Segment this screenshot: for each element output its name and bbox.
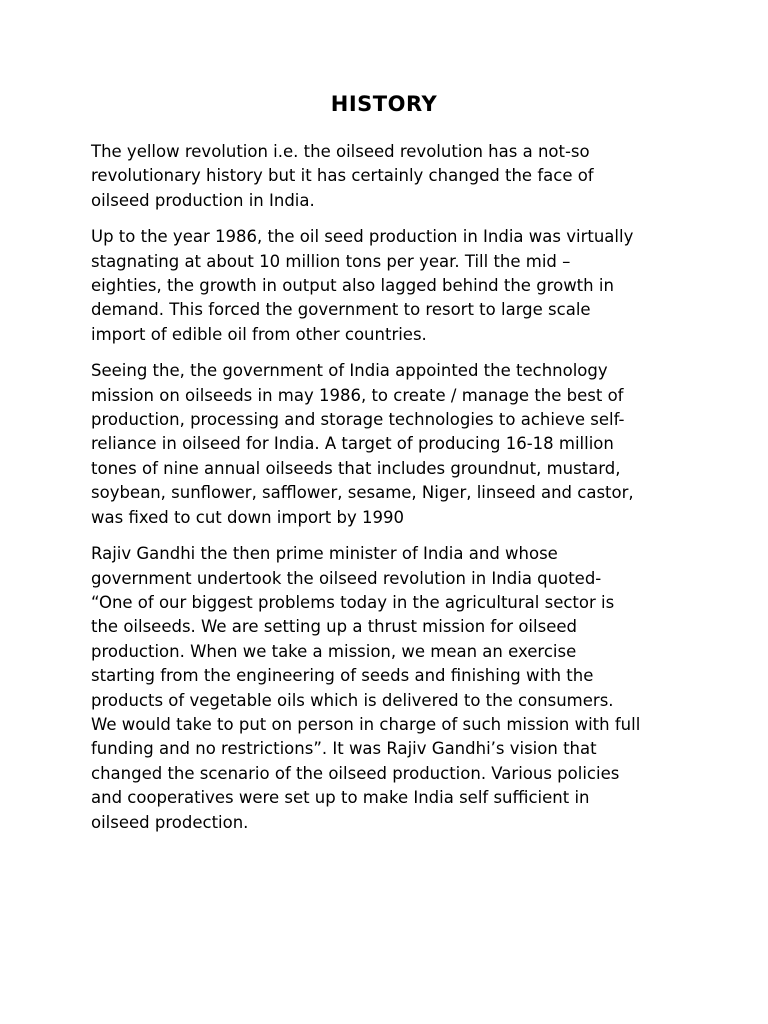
document-body	[91, 140, 691, 847]
paragraph-technology-mission: Seeing the, the government of India appointed the technology mission on oilseeds in may 1986, to create / manage the best of production, processing and storage technologies to achieve self- reliance in oilseed for India. A target of producing 16-18 million tones of nine annual oilseeds that includes groundnut, mustard, soybean, sunflower, safflower, sesame, Niger, linseed and castor, was fixed to cut down import by 1990	[91, 361, 634, 527]
paragraph-production-1986: Up to the year 1986, the oil seed production in India was virtually stagnating at about 10 million tons per year. Till the mid – eighties, the growth in output also lagged behind the growth in demand. This forced the government to resort to large scale import of edible oil from other countries.	[91, 227, 634, 344]
paragraph-rajiv-gandhi-quote: Rajiv Gandhi the then prime minister of India and whose government undertook the oilseed revolution in India quoted- “One of our biggest problems today in the agricultural sector is the oilseeds. We are setting up a thrust mission for oilseed production. When we take a mission, we mean an exercise starting from the engineering of seeds and finishing with the products of vegetable oils which is delivered to the consumers. We would take to put on person in charge of such mission with full funding and no restrictions”. It was Rajiv Gandhi’s vision that changed the scenario of the oilseed production. Various policies and cooperatives were set up to make India self sufficient in oilseed prodection.	[91, 544, 641, 832]
paragraph-intro: The yellow revolution i.e. the oilseed revolution has a not-so revolutionary history but it has certainly changed the face of oilseed production in India.	[91, 142, 594, 210]
page-title: HISTORY	[330, 92, 438, 116]
